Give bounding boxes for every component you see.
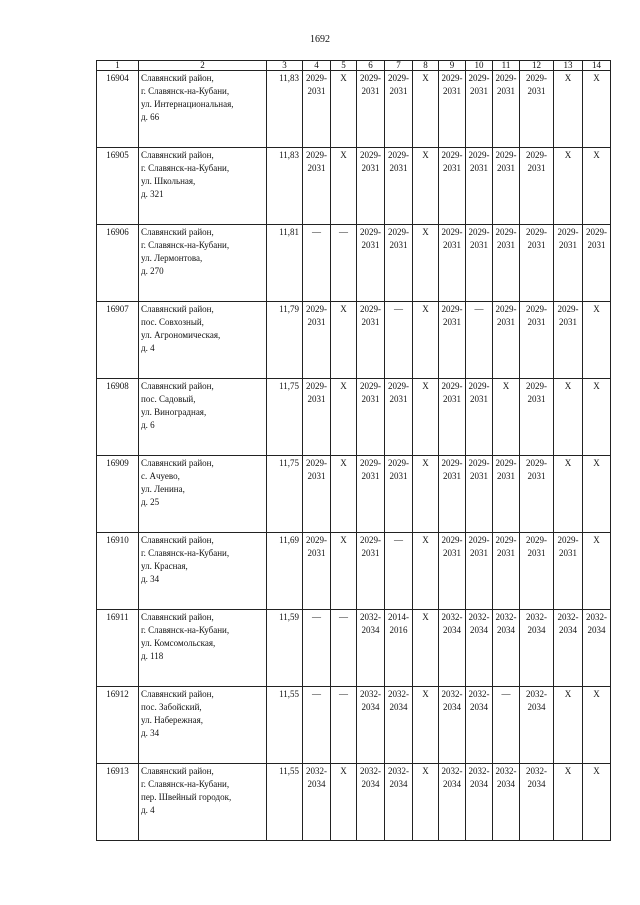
address-cell — [139, 533, 267, 610]
period-cell: 2029-2031 — [493, 225, 520, 302]
period-cell: 2029-2031 — [466, 148, 493, 225]
period-cell: 2029-2031 — [554, 225, 583, 302]
rating-cell: 11,83 — [267, 71, 303, 148]
address-line: ул. Виноградная, — [141, 407, 207, 417]
column-header: 13 — [554, 61, 583, 71]
address-cell — [139, 148, 267, 225]
period-cell: X — [583, 764, 611, 841]
period-cell: 2029-2031 — [493, 456, 520, 533]
row-id: 16907 — [97, 302, 139, 379]
period-cell: 2032-2034 — [466, 687, 493, 764]
period-cell: X — [331, 71, 357, 148]
rating-cell: 11,55 — [267, 764, 303, 841]
period-cell: 2032-2034 — [466, 764, 493, 841]
page-number: 1692 — [310, 34, 330, 45]
address-line: Славянский район, — [141, 381, 214, 391]
period-cell: X — [554, 456, 583, 533]
period-cell: 2029-2031 — [303, 148, 331, 225]
rating-cell: 11,69 — [267, 533, 303, 610]
period-cell: 2029-2031 — [439, 379, 466, 456]
address-line: д. 34 — [141, 574, 160, 584]
period-cell: 2032-2034 — [493, 764, 520, 841]
period-cell: 2029-2031 — [303, 456, 331, 533]
period-cell: 2029-2031 — [357, 456, 385, 533]
row-id: 16912 — [97, 687, 139, 764]
period-cell: 2032-2034 — [357, 610, 385, 687]
table-row — [97, 148, 611, 225]
row-id: 16904 — [97, 71, 139, 148]
period-cell: X — [583, 71, 611, 148]
period-cell: 2029-2031 — [439, 225, 466, 302]
period-cell: 2029-2031 — [520, 533, 554, 610]
address-line: Славянский район, — [141, 612, 214, 622]
address-line: д. 4 — [141, 343, 155, 353]
address-cell — [139, 225, 267, 302]
period-cell: 2032-2034 — [385, 764, 413, 841]
address-cell — [139, 71, 267, 148]
period-cell: — — [466, 302, 493, 379]
period-cell: — — [303, 610, 331, 687]
address-line: г. Славянск-на-Кубани, — [141, 548, 230, 558]
period-cell: X — [583, 687, 611, 764]
period-cell: 2014-2016 — [385, 610, 413, 687]
period-cell: 2029-2031 — [385, 225, 413, 302]
column-header: 8 — [413, 61, 439, 71]
period-cell: 2032-2034 — [520, 764, 554, 841]
column-header: 11 — [493, 61, 520, 71]
period-cell: 2032-2034 — [303, 764, 331, 841]
table-body — [97, 61, 611, 841]
period-cell: — — [303, 225, 331, 302]
column-header: 1 — [97, 61, 139, 71]
address-line: д. 118 — [141, 651, 164, 661]
period-cell: 2032-2034 — [439, 764, 466, 841]
period-cell: 2032-2034 — [554, 610, 583, 687]
rating-cell: 11,81 — [267, 225, 303, 302]
period-cell: X — [583, 148, 611, 225]
address-line: Славянский район, — [141, 73, 214, 83]
address-cell — [139, 456, 267, 533]
period-cell: X — [331, 533, 357, 610]
period-cell: X — [413, 71, 439, 148]
column-header: 7 — [385, 61, 413, 71]
period-cell: 2029-2031 — [583, 225, 611, 302]
period-cell: 2032-2034 — [357, 687, 385, 764]
rating-cell: 11,75 — [267, 456, 303, 533]
column-header: 14 — [583, 61, 611, 71]
period-cell: X — [413, 456, 439, 533]
address-line: с. Ачуево, — [141, 471, 180, 481]
column-header: 9 — [439, 61, 466, 71]
address-line: пер. Швейный городок, — [141, 792, 232, 802]
period-cell: 2029-2031 — [466, 456, 493, 533]
address-cell — [139, 610, 267, 687]
address-line: д. 34 — [141, 728, 160, 738]
rating-cell: 11,79 — [267, 302, 303, 379]
period-cell: X — [413, 610, 439, 687]
period-cell: 2032-2034 — [385, 687, 413, 764]
period-cell: 2029-2031 — [357, 302, 385, 379]
period-cell: 2029-2031 — [520, 302, 554, 379]
period-cell: X — [413, 533, 439, 610]
period-cell: 2032-2034 — [439, 610, 466, 687]
period-cell: 2029-2031 — [303, 302, 331, 379]
period-cell: 2032-2034 — [520, 610, 554, 687]
period-cell: 2032-2034 — [439, 687, 466, 764]
table-row — [97, 533, 611, 610]
column-header: 6 — [357, 61, 385, 71]
period-cell: 2029-2031 — [520, 148, 554, 225]
period-cell: X — [331, 302, 357, 379]
address-line: г. Славянск-на-Кубани, — [141, 240, 230, 250]
column-header: 2 — [139, 61, 267, 71]
row-id: 16913 — [97, 764, 139, 841]
column-header: 4 — [303, 61, 331, 71]
period-cell: 2029-2031 — [466, 533, 493, 610]
address-line: ул. Школьная, — [141, 176, 196, 186]
column-header: 10 — [466, 61, 493, 71]
table-row — [97, 71, 611, 148]
period-cell: X — [583, 533, 611, 610]
period-cell: 2029-2031 — [385, 379, 413, 456]
address-line: пос. Забойский, — [141, 702, 202, 712]
table-row — [97, 764, 611, 841]
row-id: 16908 — [97, 379, 139, 456]
address-line: д. 25 — [141, 497, 160, 507]
table-row — [97, 302, 611, 379]
address-line: ул. Красная, — [141, 561, 188, 571]
period-cell: 2029-2031 — [439, 533, 466, 610]
address-line: Славянский район, — [141, 150, 214, 160]
period-cell: — — [331, 225, 357, 302]
address-line: ул. Интернациональная, — [141, 99, 234, 109]
period-cell: 2029-2031 — [439, 456, 466, 533]
period-cell: X — [413, 225, 439, 302]
column-header: 12 — [520, 61, 554, 71]
period-cell: 2029-2031 — [357, 71, 385, 148]
period-cell: 2029-2031 — [493, 533, 520, 610]
address-line: ул. Лермонтова, — [141, 253, 203, 263]
column-header: 5 — [331, 61, 357, 71]
address-line: Славянский район, — [141, 689, 214, 699]
period-cell: — — [331, 687, 357, 764]
table-row — [97, 687, 611, 764]
table-row — [97, 610, 611, 687]
table-row — [97, 379, 611, 456]
period-cell: 2029-2031 — [520, 379, 554, 456]
address-line: г. Славянск-на-Кубани, — [141, 163, 230, 173]
period-cell: 2029-2031 — [466, 71, 493, 148]
address-cell — [139, 764, 267, 841]
period-cell: 2029-2031 — [385, 456, 413, 533]
address-line: д. 6 — [141, 420, 155, 430]
period-cell: X — [331, 456, 357, 533]
address-line: д. 66 — [141, 112, 160, 122]
period-cell: X — [413, 687, 439, 764]
period-cell: X — [554, 148, 583, 225]
rating-cell: 11,59 — [267, 610, 303, 687]
period-cell: 2029-2031 — [303, 379, 331, 456]
address-cell — [139, 687, 267, 764]
period-cell: X — [413, 302, 439, 379]
period-cell: 2029-2031 — [385, 148, 413, 225]
row-id: 16909 — [97, 456, 139, 533]
address-line: д. 4 — [141, 805, 155, 815]
address-line: ул. Агрономическая, — [141, 330, 221, 340]
period-cell: 2029-2031 — [466, 379, 493, 456]
column-header: 3 — [267, 61, 303, 71]
address-cell — [139, 302, 267, 379]
address-line: д. 270 — [141, 266, 164, 276]
period-cell: — — [331, 610, 357, 687]
period-cell: 2029-2031 — [439, 302, 466, 379]
register-table — [96, 60, 611, 841]
address-line: Славянский район, — [141, 766, 214, 776]
period-cell: X — [331, 379, 357, 456]
period-cell: X — [413, 764, 439, 841]
period-cell: 2029-2031 — [520, 456, 554, 533]
period-cell: 2029-2031 — [357, 148, 385, 225]
rating-cell: 11,55 — [267, 687, 303, 764]
period-cell: 2029-2031 — [493, 148, 520, 225]
address-line: г. Славянск-на-Кубани, — [141, 779, 230, 789]
rating-cell: 11,83 — [267, 148, 303, 225]
period-cell: 2029-2031 — [554, 533, 583, 610]
period-cell: X — [331, 764, 357, 841]
period-cell: X — [554, 764, 583, 841]
address-line: Славянский район, — [141, 227, 214, 237]
period-cell: 2029-2031 — [385, 71, 413, 148]
period-cell: 2029-2031 — [493, 71, 520, 148]
period-cell: X — [554, 379, 583, 456]
address-line: ул. Ленина, — [141, 484, 185, 494]
period-cell: 2029-2031 — [520, 225, 554, 302]
period-cell: 2029-2031 — [520, 71, 554, 148]
period-cell: 2029-2031 — [357, 533, 385, 610]
period-cell: 2029-2031 — [554, 302, 583, 379]
period-cell: — — [303, 687, 331, 764]
period-cell: X — [554, 71, 583, 148]
address-line: ул. Набережная, — [141, 715, 203, 725]
address-line: г. Славянск-на-Кубани, — [141, 625, 230, 635]
period-cell: 2032-2034 — [466, 610, 493, 687]
rating-cell: 11,75 — [267, 379, 303, 456]
period-cell: X — [413, 148, 439, 225]
period-cell: — — [493, 687, 520, 764]
period-cell: X — [583, 456, 611, 533]
period-cell: — — [385, 302, 413, 379]
address-line: пос. Садовый, — [141, 394, 196, 404]
header-row — [97, 61, 611, 71]
address-line: г. Славянск-на-Кубани, — [141, 86, 230, 96]
period-cell: 2029-2031 — [303, 71, 331, 148]
period-cell: 2032-2034 — [493, 610, 520, 687]
row-id: 16906 — [97, 225, 139, 302]
period-cell: 2029-2031 — [303, 533, 331, 610]
period-cell: X — [583, 302, 611, 379]
period-cell: 2029-2031 — [493, 302, 520, 379]
period-cell: 2029-2031 — [357, 225, 385, 302]
address-line: Славянский район, — [141, 458, 214, 468]
row-id: 16910 — [97, 533, 139, 610]
address-line: Славянский район, — [141, 535, 214, 545]
period-cell: 2032-2034 — [583, 610, 611, 687]
row-id: 16911 — [97, 610, 139, 687]
period-cell: 2032-2034 — [520, 687, 554, 764]
address-line: ул. Комсомольская, — [141, 638, 216, 648]
row-id: 16905 — [97, 148, 139, 225]
period-cell: X — [413, 379, 439, 456]
address-cell — [139, 379, 267, 456]
period-cell: X — [583, 379, 611, 456]
period-cell: 2032-2034 — [357, 764, 385, 841]
period-cell: X — [331, 148, 357, 225]
period-cell: 2029-2031 — [357, 379, 385, 456]
period-cell: 2029-2031 — [466, 225, 493, 302]
address-line: Славянский район, — [141, 304, 214, 314]
table-row — [97, 456, 611, 533]
address-line: д. 321 — [141, 189, 164, 199]
period-cell: X — [493, 379, 520, 456]
period-cell: — — [385, 533, 413, 610]
period-cell: X — [554, 687, 583, 764]
address-line: пос. Совхозный, — [141, 317, 204, 327]
period-cell: 2029-2031 — [439, 148, 466, 225]
period-cell: 2029-2031 — [439, 71, 466, 148]
table-row — [97, 225, 611, 302]
